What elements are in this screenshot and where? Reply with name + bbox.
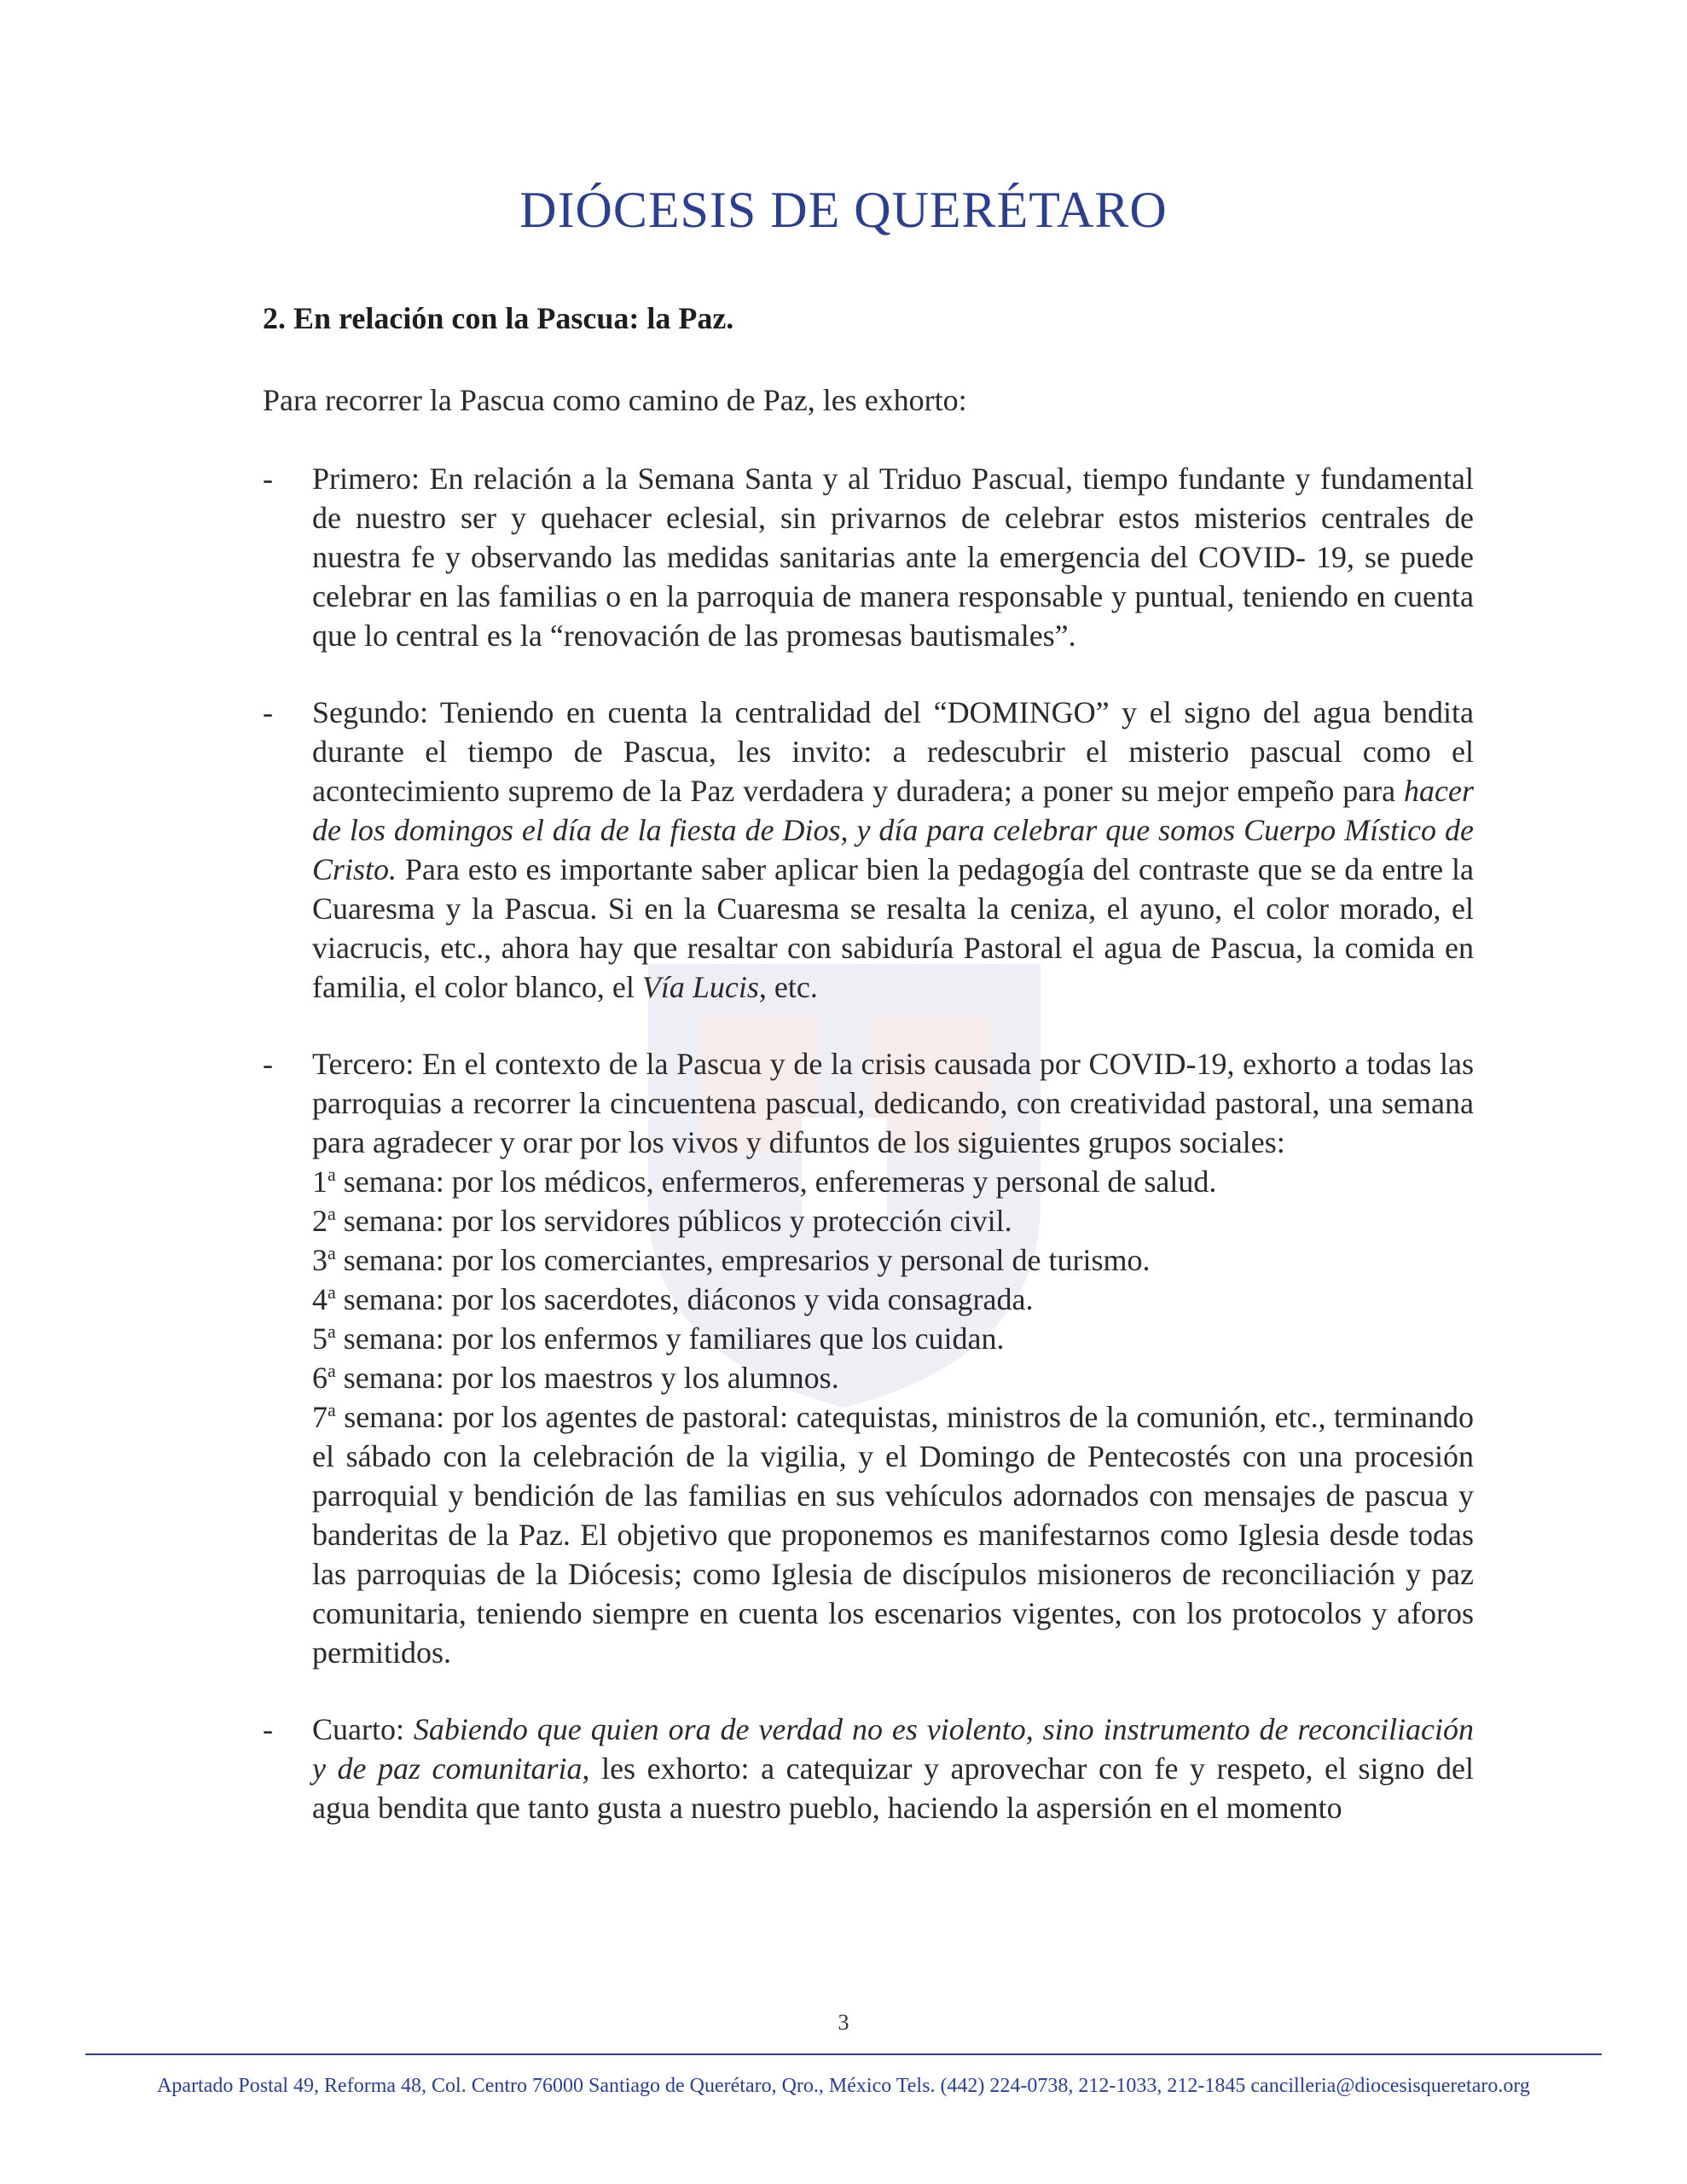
week-item (312, 1358, 1474, 1397)
week-item (312, 1280, 1474, 1319)
week-ordinal: a (328, 1321, 336, 1342)
week-number: 3 (312, 1243, 328, 1277)
list-item (263, 1044, 1474, 1672)
week-item (312, 1201, 1474, 1240)
item-italic-text: hacer de los domingos el día de la fiesta de Dios, y día para celebrar que somos Cuerpo Místico de Cristo. (312, 774, 1474, 886)
week-number: 5 (312, 1321, 328, 1356)
week-item (312, 1162, 1474, 1201)
week-number: 6 (312, 1361, 328, 1395)
week-number: 7 (312, 1400, 328, 1434)
item-italic-text: Vía Lucis (641, 970, 759, 1004)
item-paragraph (312, 693, 1474, 1007)
item-text: Tercero: En el contexto de la Pascua y de la crisis causada por COVID-19, exhorto a todas las parroquias a recorrer la cincuentena pascual, dedicando, con creatividad pastoral, una semana para agradecer y orar por los vivos y difuntos de los siguientes grupos sociales: (312, 1047, 1474, 1159)
item-text: , etc. (758, 970, 818, 1004)
item-text: Para esto es importante saber aplicar bien la pedagogía del contraste que se da entre la Cuaresma y la Pascua. Si en la Cuaresma se resalta la ceniza, el ayuno, el color morado, el viacrucis, etc., ahora hay que resaltar con sabiduría Pastoral el agua de Pascua, la comida en familia, el color blanco, el (312, 852, 1474, 1004)
item-text: Cuarto: (312, 1712, 414, 1746)
page-title: DIÓCESIS DE QUERÉTARO (519, 182, 1168, 239)
section-heading: 2. En relación con la Pascua: la Paz. (263, 301, 734, 335)
week-ordinal: a (328, 1242, 336, 1263)
footer-divider (85, 2053, 1602, 2055)
week-ordinal: a (328, 1164, 336, 1185)
list-dash: - (263, 1047, 273, 1081)
week-number: 1 (312, 1165, 328, 1199)
item-paragraph (312, 1710, 1474, 1827)
week-ordinal: a (328, 1360, 336, 1381)
week-number: 2 (312, 1204, 328, 1238)
week-item (312, 1240, 1474, 1280)
week-text: semana: por los sacerdotes, diáconos y vida consagrada. (335, 1282, 1034, 1316)
page-number: 3 (838, 2010, 849, 2035)
exhortation-list (263, 459, 1474, 1827)
week-item (312, 1319, 1474, 1358)
list-item (263, 693, 1474, 1007)
item-text: Primero: En relación a la Semana Santa y al Triduo Pascual, tiempo fundante y fundamental de nuestro ser y quehacer eclesial, sin privarnos de celebrar estos misterios centrales de nuestra fe y observando las medidas sanitarias ante la emergencia del COVID- 19, se puede celebrar en las familias o en la parroquia de manera responsable y puntual, teniendo en cuenta que lo central es la “renovación de las promesas bautismales”. (312, 462, 1474, 653)
week-text: semana: por los enfermos y familiares que los cuidan. (335, 1321, 1005, 1356)
list-item (263, 1710, 1474, 1827)
list-dash: - (263, 1712, 273, 1746)
item-text: Segundo: Teniendo en cuenta la centralidad del “DOMINGO” y el signo del agua bendita durante el tiempo de Pascua, les invito: a redescubrir el misterio pascual como el acontecimiento supremo de la Paz verdadera y duradera; a poner su mejor empeño para (312, 695, 1474, 808)
week-text: semana: por los maestros y los alumnos. (335, 1361, 839, 1395)
week-list (312, 1162, 1474, 1672)
section-intro: Para recorrer la Pascua como camino de Paz, les exhorto: (263, 383, 967, 417)
week-text: semana: por los médicos, enfermeros, enferemeras y personal de salud. (335, 1165, 1217, 1199)
week-ordinal: a (328, 1281, 336, 1303)
week-text: semana: por los agentes de pastoral: catequistas, ministros de la comunión, etc., terminando el sábado con la celebración de la vigilia, y el Domingo de Pentecostés con una procesión parroquial y bendición de las familias en sus vehículos adornados con mensajes de pascua y banderitas de la Paz. El objetivo que proponemos es manifestarnos como Iglesia desde todas las parroquias de la Diócesis; como Iglesia de discípulos misioneros de reconciliación y paz comunitaria, teniendo siempre en cuenta los escenarios vigentes, con los protocolos y aforos permitidos. (312, 1400, 1474, 1670)
list-dash: - (263, 695, 273, 729)
item-text: , les exhorto: a catequizar y aprovechar con fe y respeto, el signo del agua bendita que tanto gusta a nuestro pueblo, haciendo la aspersión en el momento (312, 1751, 1474, 1825)
footer-address: Apartado Postal 49, Reforma 48, Col. Centro 76000 Santiago de Querétaro, Qro., México Tels. (442) 224-0738, 212-1033, 212-1845 cancilleria@diocesisqueretaro.org (157, 2075, 1530, 2097)
week-ordinal: a (328, 1399, 336, 1420)
week-text: semana: por los comerciantes, empresarios y personal de turismo. (335, 1243, 1151, 1277)
list-item (263, 459, 1474, 655)
week-item (312, 1397, 1474, 1672)
list-dash: - (263, 462, 273, 496)
week-text: semana: por los servidores públicos y protección civil. (335, 1204, 1012, 1238)
item-italic-text: Sabiendo que quien ora de verdad no es violento, sino instrumento de reconciliación y de paz comunitaria (312, 1712, 1474, 1786)
week-number: 4 (312, 1282, 328, 1316)
week-ordinal: a (328, 1203, 336, 1224)
